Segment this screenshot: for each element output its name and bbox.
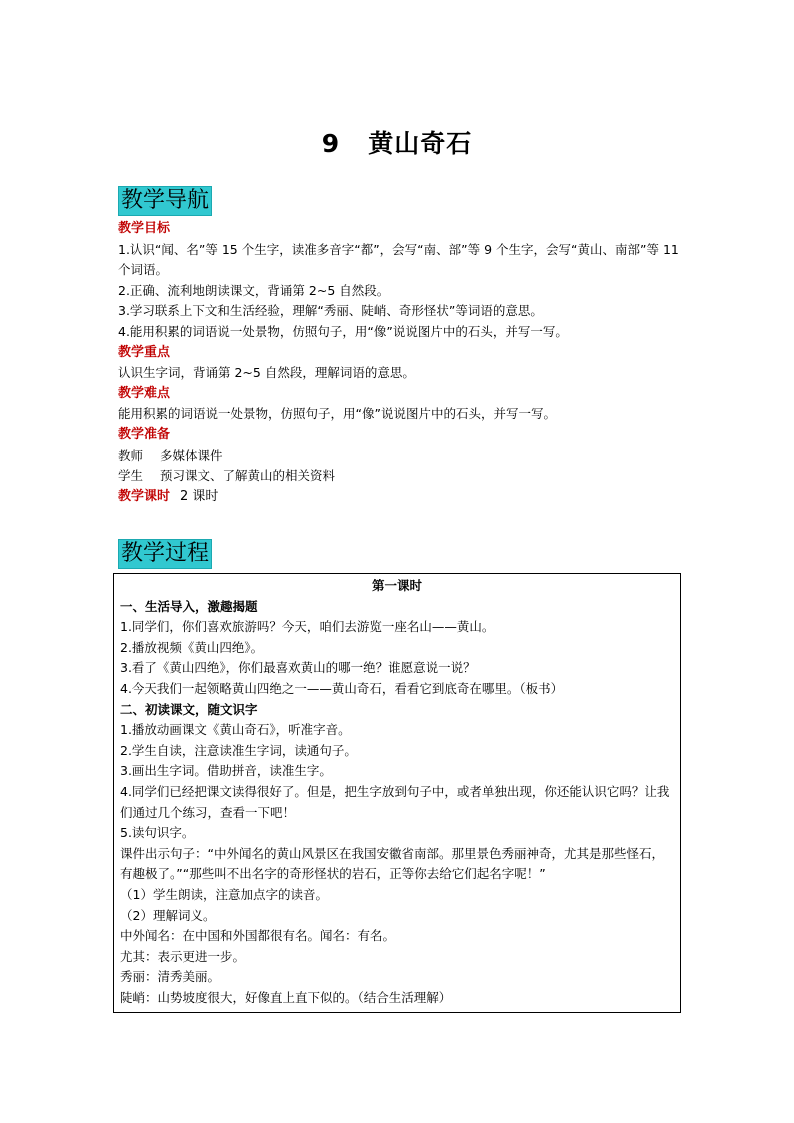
lesson-line: 4.今天我们一起领略黄山四绝之一——黄山奇石，看看它到底奇在哪里。（板书） — [120, 680, 564, 696]
preparation-role: 教师 — [118, 447, 144, 463]
preparation-item — [118, 466, 688, 487]
lesson-line: （2）理解词义。 — [120, 907, 216, 923]
lesson-line: 课件出示句子：“中外闻名的黄山风景区在我国安徽省南部。那里景色秀丽神奇，尤其是那些怪石，有趣极了。”“那些叫不出名字的奇形怪状的岩石，正等你去给它们起名字呢！” — [120, 845, 664, 882]
preparation-item — [118, 446, 688, 467]
difficulties-heading: 教学难点 — [118, 385, 171, 401]
lesson-line: 秀丽：清秀美丽。 — [120, 969, 221, 985]
lesson-plan-box — [113, 573, 681, 1013]
hours-row — [118, 487, 688, 508]
teaching-process-banner: 教学过程 — [118, 539, 212, 569]
lesson-line: 陡峭：山势坡度很大，好像直上直下似的。（结合生活理解） — [120, 989, 452, 1005]
goal-item: 2.正确、流利地朗读课文，背诵第 2~5 自然段。 — [118, 282, 390, 298]
part-heading: 二、初读课文，随文识字 — [120, 701, 258, 717]
preparation-heading: 教学准备 — [118, 426, 171, 442]
part-heading: 一、生活导入，激趣揭题 — [120, 598, 258, 614]
lesson-line: 2.播放视频《黄山四绝》。 — [120, 639, 264, 655]
lesson-line: 5.读句识字。 — [120, 825, 195, 841]
goal-item: 3.学习联系上下文和生活经验，理解“秀丽、陡峭、奇形怪状”等词语的意思。 — [118, 303, 543, 319]
lesson-line: （1）学生朗读，注意加点字的读音。 — [120, 886, 328, 902]
difficulties-text: 能用积累的词语说一处景物，仿照句子，用“像”说说图片中的石头，并写一写。 — [118, 406, 556, 422]
teaching-navigation-banner: 教学导航 — [118, 186, 212, 216]
teaching-navigation-section — [118, 219, 688, 507]
lesson-title: 黄山奇石 — [368, 129, 473, 158]
goal-item: 1.认识“闻、名”等 15 个生字，读准多音字“都”，会写“南、部”等 9 个生字，会写“黄山、南部”等 11 个词语。 — [118, 241, 679, 278]
lesson-line: 3.画出生字词。借助拼音，读准生字。 — [120, 763, 332, 779]
page-title — [0, 124, 794, 160]
lesson-line: 3.看了《黄山四绝》，你们最喜欢黄山的哪一绝？谁愿意说一说？ — [120, 660, 476, 676]
lesson-line: 2.学生自读，注意读准生字词，读通句子。 — [120, 742, 357, 758]
hours-heading: 教学课时 — [118, 488, 171, 504]
lesson-line: 1.同学们，你们喜欢旅游吗？今天，咱们去游览一座名山——黄山。 — [120, 619, 495, 635]
goals-heading: 教学目标 — [118, 221, 171, 236]
lesson-session-title: 第一课时 — [371, 578, 422, 593]
lesson-line: 尤其：表示更进一步。 — [120, 948, 246, 964]
lesson-line: 中外闻名：在中国和外国都很有名。闻名：有名。 — [120, 928, 396, 944]
key-points-heading: 教学重点 — [118, 344, 171, 360]
lesson-number: 9 — [321, 129, 341, 158]
lesson-line: 1.播放动画课文《黄山奇石》，听准字音。 — [120, 722, 351, 738]
preparation-content: 多媒体课件 — [160, 447, 223, 463]
key-points-text: 认识生字词，背诵第 2~5 自然段，理解词语的意思。 — [118, 365, 415, 381]
hours-value: 2 课时 — [180, 488, 219, 504]
preparation-content: 预习课文、了解黄山的相关资料 — [160, 468, 336, 484]
lesson-line: 4.同学们已经把课文读得很好了。但是，把生字放到句子中，或者单独出现，你还能认识它吗？让我们通过几个练习，查看一下吧！ — [120, 783, 670, 820]
goal-item: 4.能用积累的词语说一处景物，仿照句子，用“像”说说图片中的石头，并写一写。 — [118, 323, 568, 339]
preparation-role: 学生 — [118, 468, 144, 484]
